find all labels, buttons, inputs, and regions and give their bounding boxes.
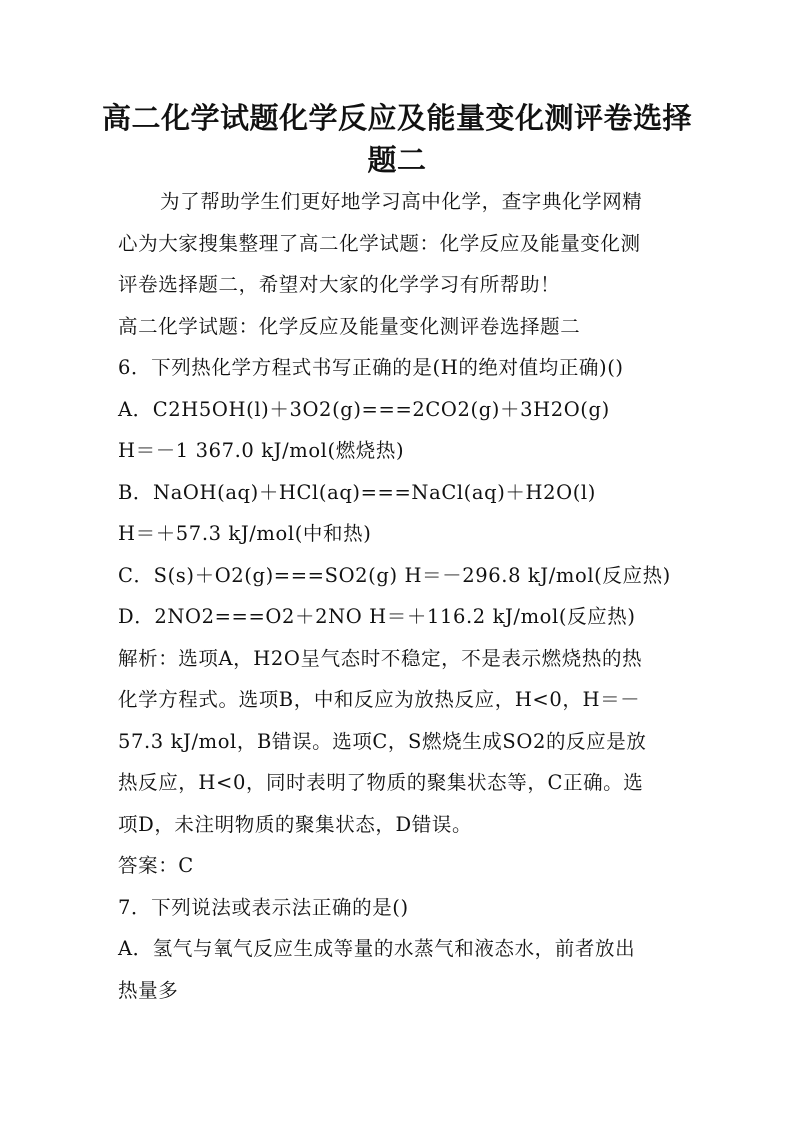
- option-c: C．S(s)＋O2(g)===SO2(g) H＝－296.8 kJ/mol(反应热): [118, 564, 671, 587]
- answer-line: 答案：C: [118, 854, 194, 877]
- document-title-line-1: 高二化学试题化学反应及能量变化测评卷选择: [101, 101, 692, 135]
- analysis-line-4: 热反应，H<0，同时表明了物质的聚集状态等，C正确。选: [118, 771, 644, 794]
- question-7-option-a-line-1: A．氢气与氧气反应生成等量的水蒸气和液态水，前者放出: [118, 937, 636, 960]
- analysis-line-2: 化学方程式。选项B，中和反应为放热反应，H<0，H＝－: [118, 688, 641, 711]
- intro-paragraph-line-2: 心为大家搜集整理了高二化学试题：化学反应及能量变化测: [118, 232, 641, 255]
- analysis-line-3: 57.3 kJ/mol，B错误。选项C，S燃烧生成SO2的反应是放: [118, 730, 647, 753]
- option-d: D．2NO2===O2＋2NO H＝＋116.2 kJ/mol(反应热): [118, 605, 636, 628]
- intro-paragraph-line-3: 评卷选择题二，希望对大家的化学学习有所帮助！: [118, 273, 561, 296]
- option-a-enthalpy: H＝－1 367.0 kJ/mol(燃烧热): [118, 439, 405, 462]
- document-title-line-2: 题二: [367, 143, 427, 177]
- analysis-line-5: 项D，未注明物质的聚集状态，D错误。: [118, 813, 473, 836]
- option-a-equation: A．C2H5OH(l)＋3O2(g)===2CO2(g)＋3H2O(g): [118, 398, 610, 421]
- option-b-enthalpy: H＝＋57.3 kJ/mol(中和热): [118, 522, 372, 545]
- question-7-stem: 7．下列说法或表示法正确的是(): [118, 896, 409, 919]
- question-6-stem: 6．下列热化学方程式书写正确的是(H的绝对值均正确)(): [118, 356, 624, 379]
- analysis-line-1: 解析：选项A，H2O呈气态时不稳定，不是表示燃烧热的热: [118, 647, 643, 670]
- question-7-option-a-line-2: 热量多: [118, 979, 179, 1002]
- section-heading: 高二化学试题：化学反应及能量变化测评卷选择题二: [118, 315, 581, 338]
- intro-paragraph-line-1: 为了帮助学生们更好地学习高中化学，查字典化学网精: [160, 190, 643, 213]
- option-b-equation: B．NaOH(aq)＋HCl(aq)===NaCl(aq)＋H2O(l): [118, 481, 596, 504]
